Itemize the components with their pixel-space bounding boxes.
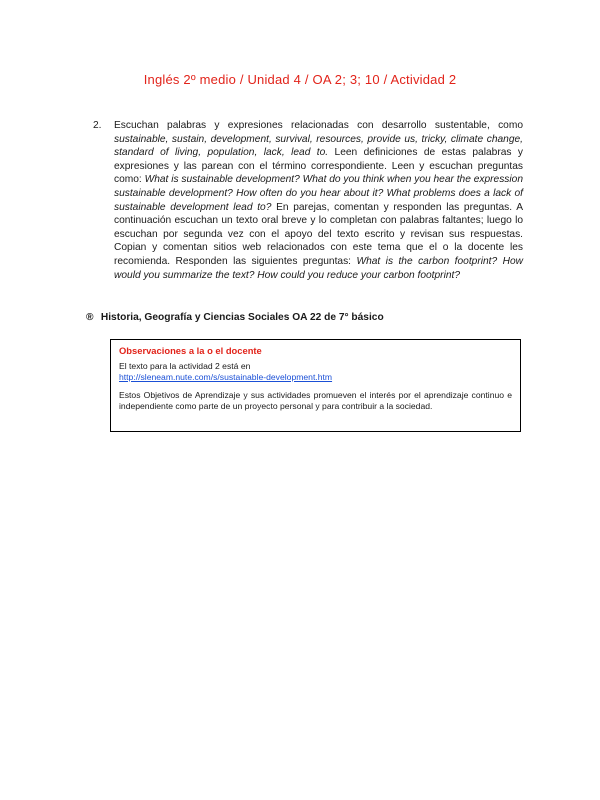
activity-text-3: En parejas, comentan y responden las preguntas. A continuación escuchan un texto oral breve y lo completan con palabras faltantes; luego lo escuchan por segunda vez con el apoyo del texto escrito y revisan sus respuestas. Copian y comentan sitios web relacionados con este tema que el o la docente les recomienda. Responden las siguientes preguntas:	[114, 201, 523, 267]
connection-icon: ®	[86, 312, 94, 323]
activity-questions-2: What is the carbon footprint? How would you summarize the text? How could you reduce your carbon footprint?	[114, 255, 523, 281]
activity-item	[93, 119, 523, 282]
activity-text-1: Escuchan palabras y expresiones relacionadas con desarrollo sustentable, como	[114, 120, 523, 131]
teacher-notes-intro: El texto para la actividad 2 está en	[119, 361, 251, 371]
subject-connection	[86, 312, 526, 323]
activity-text-2: Leen definiciones de estas palabras y expresiones y las parean con el término correspondiente. Leen y escuchan preguntas como:	[114, 147, 523, 186]
teacher-notes-title: Observaciones a la o el docente	[119, 345, 262, 356]
resource-link[interactable]: http://sleneam.nute.com/s/sustainable-development.htm	[119, 372, 333, 382]
activity-vocabulary-list: sustainable, sustain, development, survival, resources, provide us, tricky, climate change, standard of living, population, lack, lead to.	[114, 133, 523, 159]
teacher-notes-box	[110, 339, 521, 432]
connection-text: Historia, Geografía y Ciencias Sociales OA 22 de 7° básico	[100, 312, 384, 323]
activity-number: 2.	[93, 120, 102, 131]
teacher-notes-body: Estos Objetivos de Aprendizaje y sus actividades promueven el interés por el aprendizaje continuo e independiente como parte de un proyecto personal y para contribuir a la sociedad.	[119, 390, 512, 411]
activity-questions-1: What is sustainable development? What do you think when you hear the expression sustainable development? How often do you hear about it? What problems does a lack of sustainable development lead to?	[114, 174, 523, 213]
page-header: Inglés 2º medio / Unidad 4 / OA 2; 3; 10 / Actividad 2	[143, 72, 457, 87]
activity-description	[114, 119, 523, 282]
